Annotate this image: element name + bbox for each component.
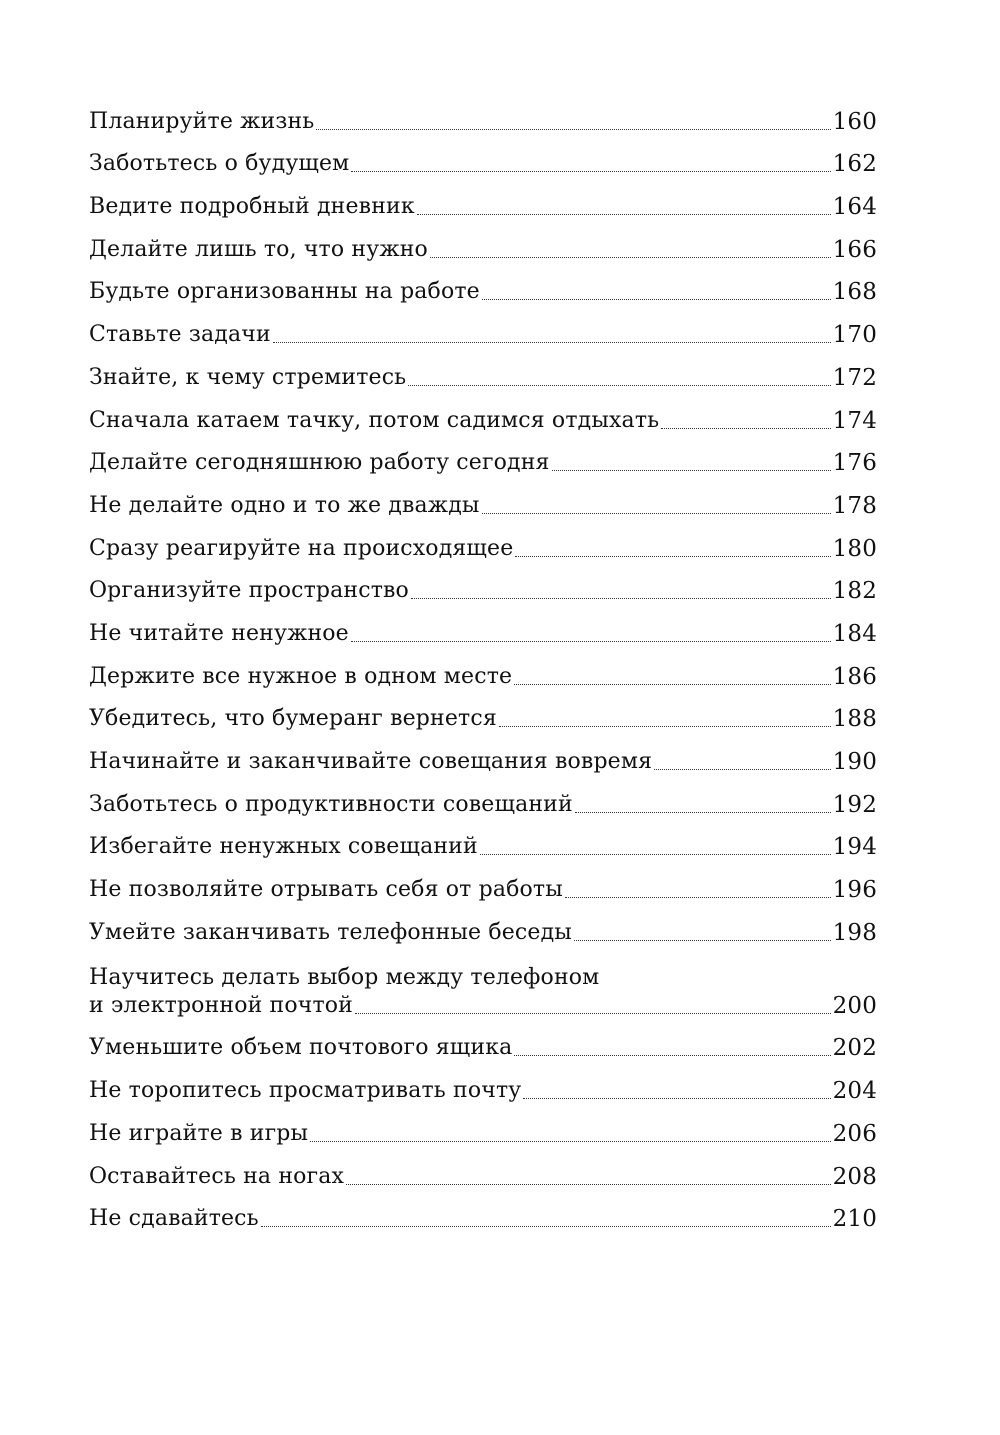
toc-entry (89, 563, 877, 606)
toc-entry-page-number: 182 (832, 578, 877, 605)
dot-leader (514, 684, 830, 685)
toc-entry-page-number: 210 (832, 1206, 877, 1233)
dot-leader (411, 598, 831, 599)
toc-entry-page-number: 180 (832, 535, 877, 562)
dot-leader (482, 299, 831, 300)
toc-entry-page-number: 174 (832, 407, 877, 434)
toc-entry (89, 947, 877, 1020)
toc-entry-page-number: 166 (832, 236, 877, 263)
toc-entry-page-number: 208 (832, 1163, 877, 1190)
toc-entry-title: Ставьте задачи (89, 322, 271, 348)
dot-leader (482, 513, 831, 514)
toc-entry-page-number: 178 (832, 492, 877, 519)
toc-entry-title: Планируйте жизнь (89, 108, 315, 134)
toc-entry-title-continued: и электронной почтой (89, 992, 353, 1018)
toc-entry-title: Оставайтесь на ногах (89, 1163, 345, 1189)
toc-entry-title: Уменьшите объем почтового ящика (89, 1035, 513, 1061)
dot-leader (351, 641, 831, 642)
dot-leader (552, 470, 831, 471)
dot-leader (430, 257, 831, 258)
toc-entry-title: Не читайте ненужное (89, 620, 349, 646)
dot-leader (515, 556, 830, 557)
dot-leader (574, 940, 831, 941)
toc-entry-title: Будьте организованны на работе (89, 279, 480, 305)
toc-entry-page-number: 198 (832, 919, 877, 946)
toc-entry (89, 904, 877, 947)
dot-leader (316, 129, 830, 130)
toc-entry-title: Организуйте пространство (89, 578, 409, 604)
toc-entry-page-number: 188 (832, 706, 877, 733)
dot-leader (261, 1226, 831, 1227)
table-of-contents (89, 93, 877, 1233)
toc-entry (89, 349, 877, 392)
toc-entry-title: Ведите подробный дневник (89, 194, 415, 220)
toc-entry (89, 178, 877, 221)
toc-entry-page-number: 196 (832, 877, 877, 904)
dot-leader (661, 428, 830, 429)
toc-entry-page-number: 160 (832, 108, 877, 135)
toc-entry (89, 1148, 877, 1191)
dot-leader (499, 726, 831, 727)
toc-entry-page-number: 200 (832, 992, 877, 1019)
dot-leader (654, 769, 830, 770)
toc-entry-page-number: 192 (832, 791, 877, 818)
toc-entry (89, 819, 877, 862)
toc-entry-title: Делайте сегодняшнюю работу сегодня (89, 450, 550, 476)
toc-entry-title: Делайте лишь то, что нужно (89, 236, 428, 262)
toc-entry-title: Начинайте и заканчивайте совещания вовремя (89, 749, 653, 774)
toc-entry (89, 861, 877, 904)
toc-entry-title: Заботьтесь о продуктивности совещаний (89, 791, 573, 817)
toc-entry (89, 733, 877, 776)
toc-entry (89, 392, 877, 435)
toc-entry (89, 264, 877, 307)
toc-entry (89, 691, 877, 734)
toc-entry-line (89, 992, 877, 1020)
toc-entry-title: Научитесь делать выбор между телефоном (89, 964, 600, 990)
toc-entry-title: Сначала катаем тачку, потом садимся отдыхать (89, 407, 660, 433)
toc-entry-title: Не играйте в игры (89, 1120, 309, 1146)
dot-leader (273, 342, 831, 343)
toc-entry-page-number: 176 (832, 450, 877, 477)
dot-leader (523, 1098, 830, 1099)
toc-entry-page-number: 194 (832, 834, 877, 861)
toc-entry (89, 221, 877, 264)
toc-entry-page-number: 190 (832, 749, 877, 775)
toc-entry (89, 306, 877, 349)
dot-leader (355, 1013, 831, 1014)
dot-leader (310, 1141, 830, 1142)
toc-entry-title: Не сдавайтесь (89, 1206, 259, 1232)
toc-entry-page-number: 164 (832, 194, 877, 221)
toc-entry-title: Заботьтесь о будущем (89, 151, 350, 177)
toc-entry-page-number: 184 (832, 620, 877, 647)
dot-leader (565, 897, 831, 898)
toc-entry-page-number: 186 (832, 663, 877, 690)
toc-entry (89, 1191, 877, 1234)
toc-entry-title: Сразу реагируйте на происходящее (89, 535, 514, 561)
toc-entry-title: Не делайте одно и то же дважды (89, 492, 480, 518)
toc-entry (89, 605, 877, 648)
toc-entry-title: Держите все нужное в одном месте (89, 663, 513, 689)
toc-entry-page-number: 168 (832, 279, 877, 306)
dot-leader (514, 1055, 830, 1056)
toc-entry (89, 776, 877, 819)
toc-entry (89, 1062, 877, 1105)
toc-entry-page-number: 202 (832, 1035, 877, 1062)
dot-leader (351, 171, 830, 172)
toc-entry (89, 136, 877, 179)
toc-entry (89, 520, 877, 563)
toc-entry-page-number: 162 (832, 151, 877, 178)
toc-entry-page-number: 204 (832, 1078, 877, 1105)
toc-entry (89, 648, 877, 691)
toc-entry-page-number: 170 (832, 322, 877, 349)
toc-entry-title: Знайте, к чему стремитесь (89, 364, 407, 390)
toc-entry-title: Не позволяйте отрывать себя от работы (89, 877, 563, 903)
toc-entry-page-number: 206 (832, 1120, 877, 1147)
dot-leader (575, 812, 831, 813)
toc-entry (89, 1020, 877, 1063)
toc-entry (89, 435, 877, 478)
toc-entry (89, 93, 877, 136)
toc-entry (89, 477, 877, 520)
toc-entry-page-number: 172 (832, 364, 877, 391)
toc-entry-title: Умейте заканчивать телефонные беседы (89, 919, 572, 945)
dot-leader (346, 1184, 831, 1185)
toc-entry-title: Убедитесь, что бумеранг вернется (89, 706, 497, 732)
dot-leader (417, 214, 831, 215)
toc-entry-title: Не торопитесь просматривать почту (89, 1078, 522, 1104)
toc-entry-title: Избегайте ненужных совещаний (89, 834, 478, 860)
dot-leader (408, 385, 830, 386)
dot-leader (480, 854, 831, 855)
toc-entry (89, 1105, 877, 1148)
